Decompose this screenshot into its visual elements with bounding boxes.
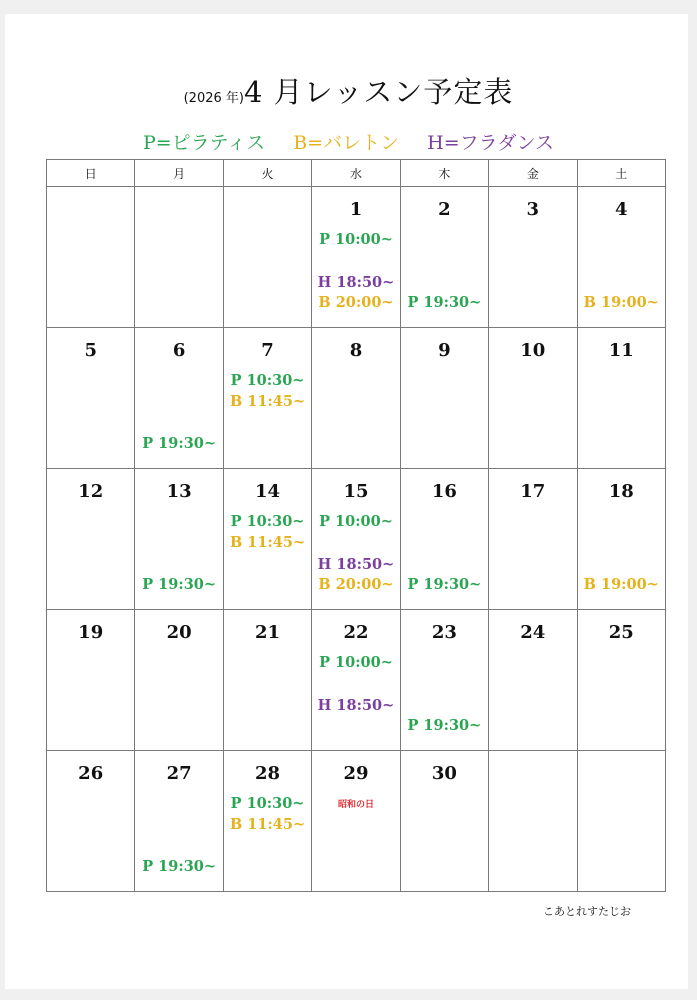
day-number: 3 [526,199,540,220]
day-cell [489,187,577,328]
day-number: 12 [78,481,104,502]
day-cell [400,610,488,751]
lesson-pilates: P 10:00~ [319,231,393,248]
day-number: 5 [84,340,97,361]
day-cell [47,751,135,892]
weekday-thu: 木 [400,160,488,187]
day-cell [400,751,488,892]
day-cell [47,469,135,610]
legend-pilates: P=ピラティス [142,132,266,154]
day-cell [223,469,311,610]
day-cell [577,469,665,610]
day-cell [223,328,311,469]
weekday-fri: 金 [489,160,577,187]
week-row [47,328,666,469]
legend [0,128,697,155]
day-cell [577,187,665,328]
day-number: 14 [255,481,281,502]
lesson-barreton: B 20:00~ [318,576,394,593]
day-number: 21 [255,622,281,643]
day-number: 7 [261,340,274,361]
day-cell [223,751,311,892]
day-number: 29 [343,763,369,784]
day-number: 2 [438,199,451,220]
day-cell [577,328,665,469]
calendar-table [46,159,666,892]
day-cell [135,751,223,892]
lesson-pilates: P 10:30~ [230,372,305,389]
weekday-sat: 土 [577,160,665,187]
lesson-pilates: P 19:30~ [407,717,482,734]
day-cell-empty [47,187,135,328]
day-number: 16 [431,481,457,502]
holiday-label: 昭和の日 [337,800,374,810]
day-cell [400,187,488,328]
day-number: 6 [172,340,186,361]
day-number: 19 [78,622,104,643]
day-cell-empty [223,187,311,328]
day-cell [223,610,311,751]
day-number: 23 [431,622,457,643]
weekday-mon: 月 [135,160,223,187]
day-cell [312,328,400,469]
lesson-pilates: P 10:30~ [230,795,305,812]
day-cell [135,328,223,469]
day-cell [47,610,135,751]
day-cell [312,187,400,328]
day-cell [312,610,400,751]
day-number: 28 [255,763,281,784]
day-number: 25 [608,622,634,643]
day-number: 8 [349,340,363,361]
day-number: 24 [520,622,546,643]
day-number: 27 [166,763,192,784]
day-cell [312,751,400,892]
day-cell [489,610,577,751]
day-cell [312,469,400,610]
lesson-barreton: B 19:00~ [583,294,659,311]
day-cell [577,610,665,751]
lesson-barreton: B 19:00~ [583,576,659,593]
day-cell [489,328,577,469]
weekday-tue: 火 [223,160,311,187]
week-row [47,469,666,610]
lesson-pilates: P 19:30~ [142,435,217,452]
title-main: 4 月レッスン予定表 [243,75,514,109]
weekday-sun: 日 [47,160,135,187]
day-number: 26 [78,763,104,784]
page-title [0,70,697,111]
lesson-barreton: B 11:45~ [229,816,306,833]
lesson-hula: H 18:50~ [317,556,395,573]
day-cell [135,469,223,610]
day-cell [400,328,488,469]
lesson-pilates: P 19:30~ [142,858,217,875]
lesson-hula: H 18:50~ [317,697,395,714]
weekday-wed: 水 [312,160,400,187]
day-number: 18 [608,481,634,502]
day-number: 17 [520,481,546,502]
lesson-barreton: B 11:45~ [229,393,306,410]
day-number: 22 [343,622,369,643]
lesson-pilates: P 10:00~ [319,654,393,671]
day-number: 9 [438,340,451,361]
day-cell [135,610,223,751]
day-number: 30 [431,763,457,784]
day-cell-empty [577,751,665,892]
day-number: 13 [166,481,192,502]
lesson-pilates: P 10:00~ [319,513,393,530]
week-row [47,187,666,328]
legend-hula: H=フラダンス [427,132,555,154]
lesson-pilates: P 19:30~ [407,294,482,311]
week-row [47,751,666,892]
day-number: 10 [520,340,546,361]
day-cell [489,469,577,610]
day-cell-empty [135,187,223,328]
lesson-hula: H 18:50~ [317,274,395,291]
lesson-barreton: B 20:00~ [318,294,394,311]
day-number: 4 [615,199,628,220]
day-number: 1 [349,199,363,220]
day-cell [400,469,488,610]
day-cell-empty [489,751,577,892]
legend-barreton: B=バレトン [293,132,400,154]
weekday-header-row [47,160,666,187]
studio-name: こあとれすたじお [543,905,631,918]
lesson-barreton: B 11:45~ [229,534,306,551]
title-year: (2026 年) [183,91,244,106]
day-number: 20 [166,622,192,643]
day-number: 15 [343,481,369,502]
lesson-pilates: P 19:30~ [407,576,482,593]
week-row [47,610,666,751]
day-cell [47,328,135,469]
lesson-pilates: P 10:30~ [230,513,305,530]
lesson-pilates: P 19:30~ [142,576,217,593]
day-number: 11 [608,340,634,361]
